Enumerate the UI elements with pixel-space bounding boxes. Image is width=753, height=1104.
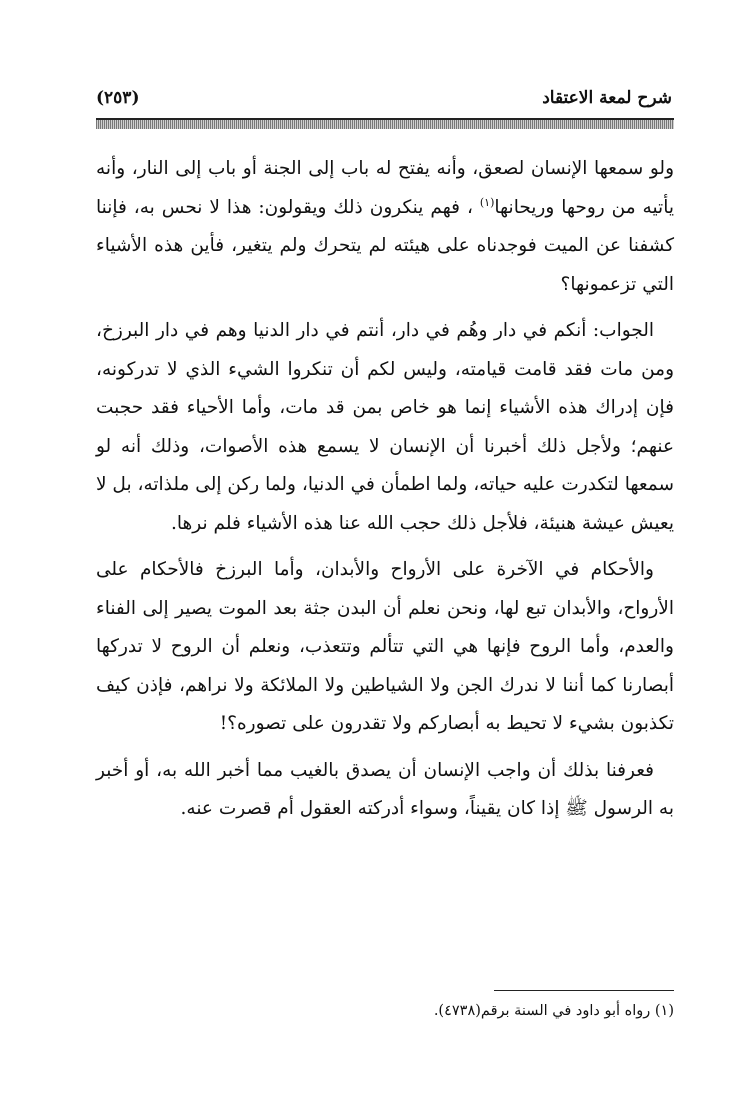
book-title: شرح لمعة الاعتقاد	[542, 88, 672, 108]
paragraph-1-part-1: ولو سمعها الإنسان لصعق، وأنه يفتح له باب إلى الجنة أو باب إلى النار، وأنه يأتيه من روحها وريحانها	[96, 158, 674, 218]
page-number: (٢٥٣)	[96, 88, 140, 108]
paragraph-4: فعرفنا بذلك أن واجب الإنسان أن يصدق بالغيب مما أخبر الله به، أو أخبر به الرسول ﷺ إذا كان يقيناً، وسواء أدركته العقول أم قصرت عنه.	[96, 759, 674, 819]
running-header	[96, 86, 672, 120]
footnote-reference[interactable]: (١)	[479, 195, 495, 209]
footnote: (١) رواه أبو داود في السنة برقم(٤٧٣٨).	[433, 1003, 674, 1019]
paragraph-3: والأحكام في الآخرة على الأرواح والأبدان، وأما البرزخ فالأحكام على الأرواح، والأبدان تبع لها، ونحن نعلم أن البدن جثة بعد الموت يصير إلى الفناء والعدم، وأما الروح فإنها هي التي تتألم وتتعذب، ونعلم أن الروح لا تدركها أبصارنا كما أننا لا ندرك الجن ولا الشياطين ولا الملائكة ولا نراهم، فإذن كيف تكذبون بشيء لا تحيط به أبصاركم ولا تقدرون على تصوره؟!	[96, 559, 674, 734]
paragraph-1	[96, 150, 674, 304]
paragraph-1-part-2: ، فهم ينكرون ذلك ويقولون: هذا لا نحس به، فإننا كشفنا عن الميت فوجدناه على هيئته لم يتحرك ولم يتغير، فأين هذه الأشياء التي تزعمونها؟	[96, 196, 674, 295]
body-text	[96, 150, 674, 837]
footnote-divider	[494, 990, 674, 991]
paragraph-2: الجواب: أنكم في دار وهُم في دار، أنتم في دار الدنيا وهم في دار البرزخ، ومن مات فقد قامت قيامته، وليس لكم أن تنكروا الشيء الذي لا تدركونه، فإن إدراك هذه الأشياء إنما هو خاص بمن قد مات، وأما الأحياء فقد حجبت عنهم؛ ولأجل ذلك أخبرنا أن الإنسان لا يسمع هذه الأصوات، وذلك أنه لو سمعها لتكدرت عليه حياته، ولما اطمأن في الدنيا، ولما ركن إلى ملذاته، بل لا يعيش عيشة هنيئة، فلأجل ذلك حجب الله عنا هذه الأشياء فلم نرها.	[96, 320, 674, 534]
header-divider	[96, 118, 674, 129]
